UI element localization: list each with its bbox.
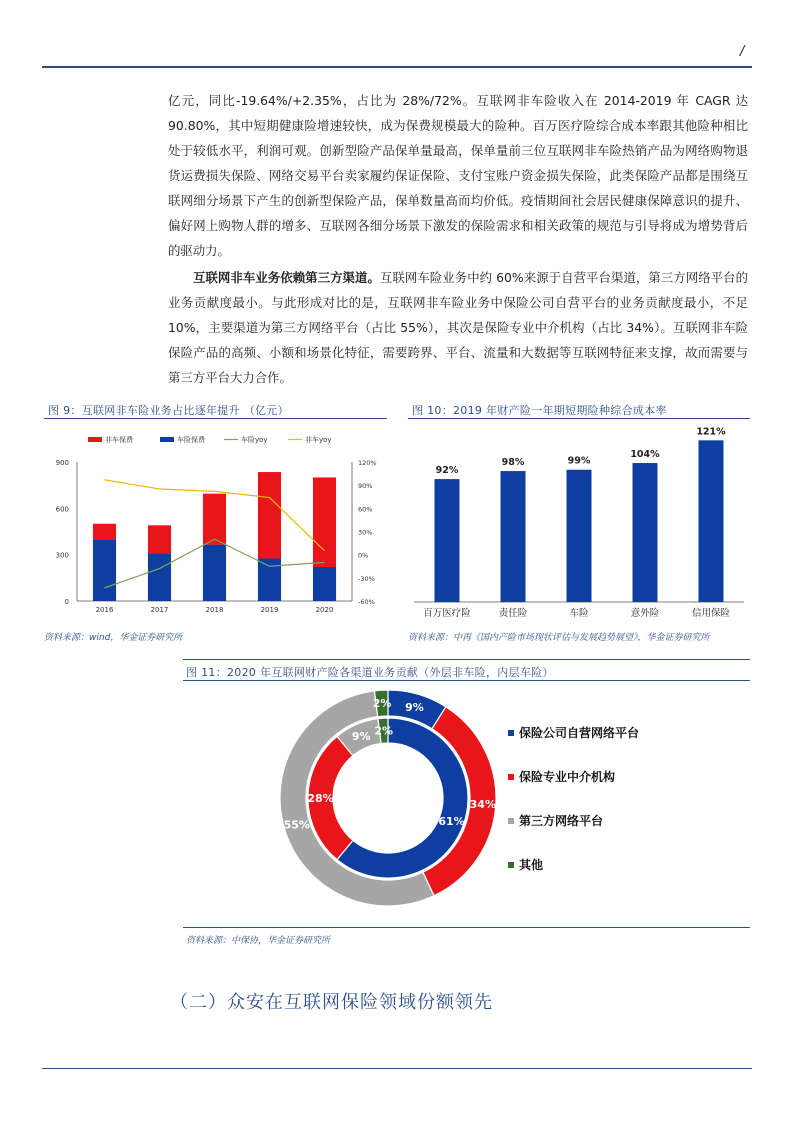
footer-rule (42, 1068, 752, 1069)
fig11-bottom-rule (183, 927, 750, 928)
fig11-legend-swatch (508, 730, 514, 736)
fig10-plot (414, 426, 744, 619)
fig9-y-tick: 600 (55, 505, 69, 514)
fig9-bar-nonauto (203, 494, 226, 545)
fig9-bar-auto (148, 553, 171, 601)
fig11-outer-label: 9% (405, 700, 424, 714)
fig9-legend-label-autoyoy: 车险yoy (241, 436, 268, 444)
fig9-y2-tick: 90% (358, 482, 373, 491)
fig9-x-tick: 2017 (150, 606, 169, 614)
fig11-legend-swatch (508, 862, 514, 868)
fig9-bar-nonauto (93, 524, 116, 539)
fig9-legend (88, 435, 332, 444)
fig9-plot (56, 459, 377, 614)
fig11-legend (508, 725, 639, 872)
fig9-title-rule (44, 418, 387, 419)
fig11-title-rule (183, 680, 750, 681)
fig10-bar (567, 470, 592, 602)
fig11-legend-label: 第三方网络平台 (519, 814, 604, 828)
fig10-data-label: 121% (696, 426, 726, 438)
paragraph-1 (168, 88, 748, 263)
fig10-data-label: 99% (567, 455, 591, 467)
fig9-chart (44, 425, 389, 625)
fig10-x-tick: 信用保险 (691, 608, 731, 619)
fig10-x-tick: 车险 (569, 608, 589, 619)
fig10-source: 资料来源：中再《国内产险市场现状评估与发展趋势展望》，华金证券研究所 (408, 633, 710, 643)
fig11-outer-label: 34% (469, 797, 496, 811)
header-rule (42, 66, 752, 68)
fig11-title: 图 11：2020 年互联网财产险各渠道业务贡献（外层非车险，内层车险） (186, 666, 554, 679)
fig11-outer-label: 55% (283, 818, 310, 832)
fig9-y-tick: 0 (64, 598, 69, 606)
fig10-x-tick: 百万医疗险 (423, 608, 471, 619)
fig11-legend-label: 保险专业中介机构 (519, 770, 616, 784)
fig9-x-tick: 2020 (315, 606, 334, 614)
fig10-x-tick: 意外险 (630, 608, 660, 619)
fig9-source: 资料来源：wind，华金证券研究所 (44, 633, 183, 643)
fig10-bar (633, 463, 658, 602)
section-heading: （二）众安在互联网保险领域份额领先 (170, 992, 493, 1013)
fig11-chart (183, 690, 750, 925)
fig9-y2-tick: 30% (358, 528, 373, 537)
fig11-top-rule (183, 659, 750, 660)
fig9-y2-tick: -60% (358, 598, 375, 606)
fig9-bar-nonauto (258, 472, 281, 558)
fig11-inner-label: 9% (351, 730, 371, 744)
fig10-bar (435, 479, 460, 602)
fig11-inner-label: 28% (307, 792, 334, 805)
fig9-legend-swatch-auto (160, 437, 174, 442)
fig9-bar-auto (93, 539, 116, 601)
fig11-legend-swatch (508, 774, 514, 780)
fig9-legend-label-nonauto: 非车保费 (105, 436, 133, 444)
fig9-bar-nonauto (148, 525, 171, 553)
fig9-title: 图 9：互联网非车险业务占比逐年提升 （亿元） (48, 404, 289, 417)
fig11-inner-label: 61% (438, 814, 465, 828)
fig9-x-tick: 2019 (260, 606, 279, 614)
fig9-y2-tick: 120% (358, 459, 377, 467)
fig10-bar (501, 471, 526, 602)
fig10-bar (699, 440, 724, 602)
fig11-inner-label: 2% (374, 724, 394, 738)
paragraph-1-text: 亿元，同比-19.64%/+2.35%，占比为 28%/72%。互联网非车险收入在 2014-2019 年 CAGR 达 90.80%，其中短期健康险增速较快，成为保费规模最大的险种。百万医疗险综合成本率跟其他险种相比处于较低水平，利润可观。创新型险产品保单量最高，保单量前三位互联网非车险热销产品为网络购物退货运费损失保险、网络交易平台卖家履约保证保险、支付宝账户资金损失保险，此类保险产品都是围绕互联网细分场景下产生的创新型保险产品，保单数量高而均价低。疫情期间社会居民健康保障意识的提升、偏好网上购物人群的增多、互联网各细分场景下激发的保险需求和相关政策的规范与引导将成为增势背后的驱动力。 (168, 93, 748, 258)
fig9-bar-nonauto (313, 477, 336, 567)
fig9-bar-auto (313, 567, 336, 601)
fig9-y-tick: 300 (55, 551, 69, 560)
fig11-legend-label: 保险公司自营网络平台 (519, 726, 640, 740)
paragraph-2 (168, 265, 748, 390)
fig9-y2-tick: 60% (358, 505, 373, 514)
paragraph-2-lead: 互联网非车业务依赖第三方渠道。 (193, 270, 380, 285)
fig9-bar-auto (258, 559, 281, 601)
fig9-legend-label-nonautoyoy: 非车yoy (305, 436, 332, 444)
fig11-legend-label: 其他 (519, 858, 544, 872)
fig10-title-rule (408, 418, 750, 419)
fig10-title: 图 10：2019 年财产险一年期短期险种综合成本率 (412, 404, 667, 417)
fig9-bar-auto (203, 545, 226, 601)
fig11-donut (280, 690, 496, 906)
fig9-x-tick: 2018 (205, 606, 224, 614)
fig10-x-tick: 责任险 (498, 608, 528, 619)
fig9-y2-tick: 0% (358, 551, 369, 560)
fig9-legend-label-auto: 车险保费 (177, 436, 205, 444)
fig9-y2-tick: -30% (358, 574, 375, 583)
fig9-y-tick: 900 (55, 459, 69, 467)
paragraph-2-body: 互联网车险业务中约 60%来源于自营平台渠道，第三方网络平台的业务贡献度最小。与此形成对比的是，互联网非车险业务中保险公司自营平台的业务贡献度最小，不足 10%，主要渠道为第三方网络平台（占比 55%），其次是保险专业中介机构（占比 34%）。互联网非车险保险产品的高频、小额和场景化特征，需要跨界、平台、流量和大数据等互联网特征来支撑，故而需要与第三方平台大力合作。 (168, 270, 749, 385)
fig11-legend-swatch (508, 818, 514, 824)
fig9-x-tick: 2016 (95, 606, 114, 614)
page-number: / (740, 44, 745, 59)
fig11-source: 资料来源：中保协，华金证券研究所 (186, 936, 331, 946)
fig9-legend-swatch-nonauto (88, 437, 102, 442)
fig10-chart (408, 425, 750, 625)
fig10-data-label: 98% (501, 457, 525, 469)
fig11-outer-label: 2% (372, 697, 392, 711)
fig10-data-label: 104% (630, 449, 660, 461)
fig10-data-label: 92% (435, 465, 459, 477)
